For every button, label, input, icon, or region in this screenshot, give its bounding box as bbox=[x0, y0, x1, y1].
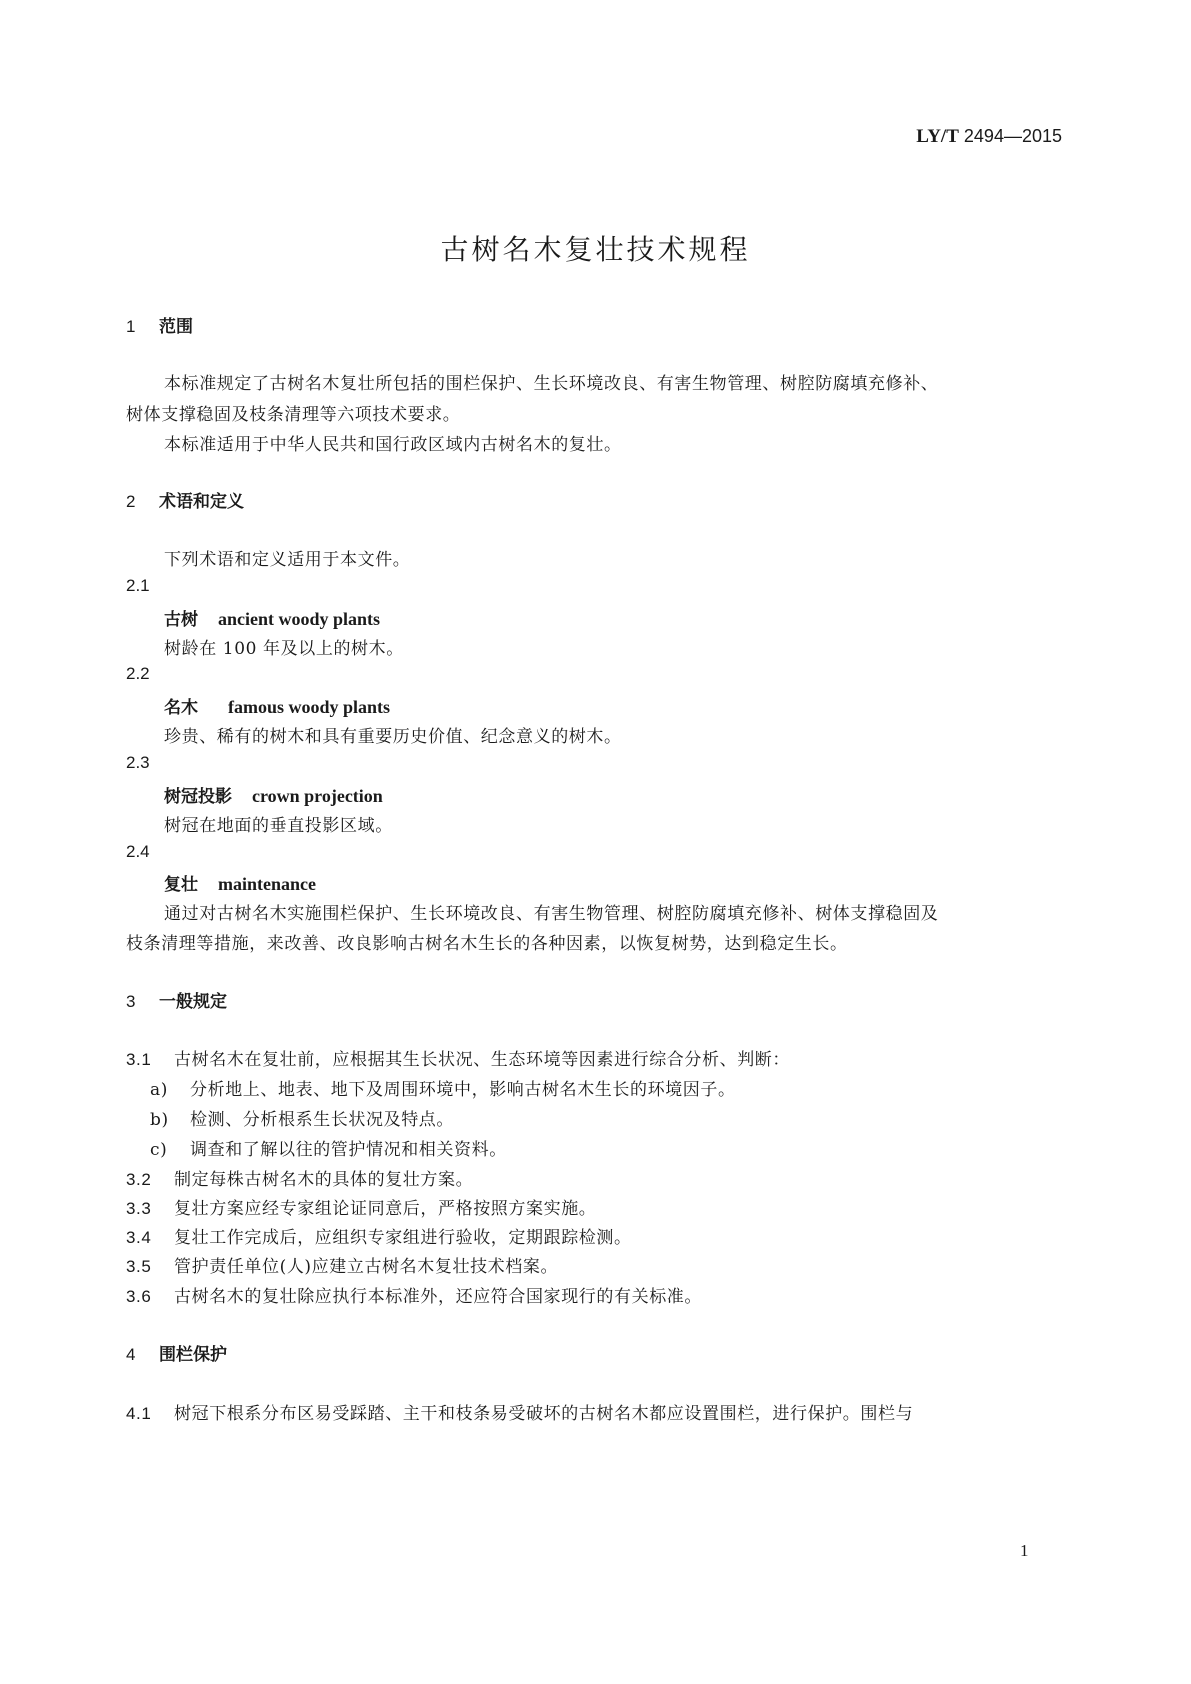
term-zh: 古树 bbox=[164, 610, 198, 630]
section-title: 一般规定 bbox=[159, 992, 227, 1012]
term-en: maintenance bbox=[218, 874, 316, 894]
term-en: crown projection bbox=[252, 786, 383, 806]
term-definition: 枝条清理等措施，来改善、改良影响古树名木生长的各种因素，以恢复树势，达到稳定生长。 bbox=[126, 934, 848, 954]
clause bbox=[126, 1252, 558, 1277]
term-zh: 名木 bbox=[164, 698, 198, 718]
list-text: 检测、分析根系生长状况及特点。 bbox=[190, 1110, 454, 1130]
list-item bbox=[150, 1105, 454, 1130]
clause bbox=[126, 1282, 702, 1307]
list-label: c) bbox=[150, 1140, 168, 1160]
clause-text: 制定每株古树名木的具体的复壮方案。 bbox=[174, 1170, 474, 1190]
term-zh: 树冠投影 bbox=[164, 787, 232, 807]
clause-text: 古树名木的复壮除应执行本标准外，还应符合国家现行的有关标准。 bbox=[174, 1287, 702, 1307]
term-heading bbox=[164, 693, 390, 718]
term-heading bbox=[164, 605, 380, 630]
clause-text: 管护责任单位(人)应建立古树名木复壮技术档案。 bbox=[174, 1257, 559, 1277]
section-3-heading bbox=[126, 987, 227, 1012]
term-number: 2.3 bbox=[126, 753, 150, 772]
term-number: 2.2 bbox=[126, 664, 150, 683]
list-text: 调查和了解以往的管护情况和相关资料。 bbox=[190, 1140, 507, 1160]
paragraph: 树体支撑稳固及枝条清理等六项技术要求。 bbox=[126, 405, 461, 425]
term-definition: 树冠在地面的垂直投影区域。 bbox=[164, 816, 393, 836]
clause-text: 复壮方案应经专家组论证同意后，严格按照方案实施。 bbox=[174, 1199, 597, 1219]
section-4-heading bbox=[126, 1340, 227, 1365]
term-en: ancient woody plants bbox=[218, 609, 381, 629]
list-text: 分析地上、地表、地下及周围环境中，影响古树名木生长的环境因子。 bbox=[190, 1080, 736, 1100]
term-number: 2.1 bbox=[126, 576, 150, 595]
term-heading bbox=[164, 870, 316, 895]
term-definition: 树龄在 100 年及以上的树木。 bbox=[164, 639, 404, 659]
clause-number: 3.5 bbox=[126, 1257, 152, 1276]
standard-code bbox=[0, 126, 1062, 148]
section-number: 1 bbox=[126, 317, 136, 336]
clause bbox=[126, 1194, 596, 1219]
section-2-heading bbox=[126, 487, 244, 512]
term-heading bbox=[164, 782, 383, 807]
term-definition: 珍贵、稀有的树木和具有重要历史价值、纪念意义的树木。 bbox=[164, 727, 622, 747]
document-title: 古树名木复壮技术规程 bbox=[440, 233, 751, 266]
section-title: 围栏保护 bbox=[159, 1345, 227, 1365]
clause-number: 3.2 bbox=[126, 1170, 152, 1189]
standard-number: 2494—2015 bbox=[963, 126, 1062, 146]
clause-text: 复壮工作完成后，应组织专家组进行验收，定期跟踪检测。 bbox=[174, 1228, 632, 1248]
paragraph: 本标准规定了古树名木复壮所包括的围栏保护、生长环境改良、有害生物管理、树腔防腐填充修补、 bbox=[164, 374, 939, 394]
section-1-heading bbox=[126, 312, 193, 337]
clause-text: 树冠下根系分布区易受踩踏、主干和枝条易受破坏的古树名木都应设置围栏，进行保护。围栏与 bbox=[174, 1404, 914, 1424]
clause bbox=[126, 1165, 473, 1190]
clause-number: 3.3 bbox=[126, 1199, 152, 1218]
clause bbox=[126, 1045, 790, 1070]
section-title: 术语和定义 bbox=[159, 492, 244, 512]
section-number: 3 bbox=[126, 992, 136, 1011]
section-number: 2 bbox=[126, 492, 136, 511]
section-title: 范围 bbox=[159, 317, 193, 337]
term-zh: 复壮 bbox=[164, 875, 198, 895]
page-number: 1 bbox=[1020, 1541, 1029, 1560]
section-number: 4 bbox=[126, 1345, 136, 1364]
clause-number: 3.6 bbox=[126, 1287, 152, 1306]
term-en: famous woody plants bbox=[228, 697, 391, 717]
term-definition: 通过对古树名木实施围栏保护、生长环境改良、有害生物管理、树腔防腐填充修补、树体支撑稳固及 bbox=[164, 904, 939, 924]
clause-text: 古树名木在复壮前，应根据其生长状况、生态环境等因素进行综合分析、判断： bbox=[174, 1050, 790, 1070]
clause bbox=[126, 1223, 632, 1248]
clause bbox=[126, 1399, 913, 1424]
list-item bbox=[150, 1075, 736, 1100]
standard-prefix: LY/T bbox=[916, 126, 959, 147]
paragraph: 下列术语和定义适用于本文件。 bbox=[164, 550, 411, 570]
list-label: b) bbox=[150, 1110, 169, 1130]
clause-number: 4.1 bbox=[126, 1404, 152, 1423]
paragraph: 本标准适用于中华人民共和国行政区域内古树名木的复壮。 bbox=[164, 435, 622, 455]
term-number: 2.4 bbox=[126, 842, 150, 861]
clause-number: 3.4 bbox=[126, 1228, 152, 1247]
list-item bbox=[150, 1135, 507, 1160]
clause-number: 3.1 bbox=[126, 1050, 152, 1069]
list-label: a) bbox=[150, 1080, 168, 1100]
